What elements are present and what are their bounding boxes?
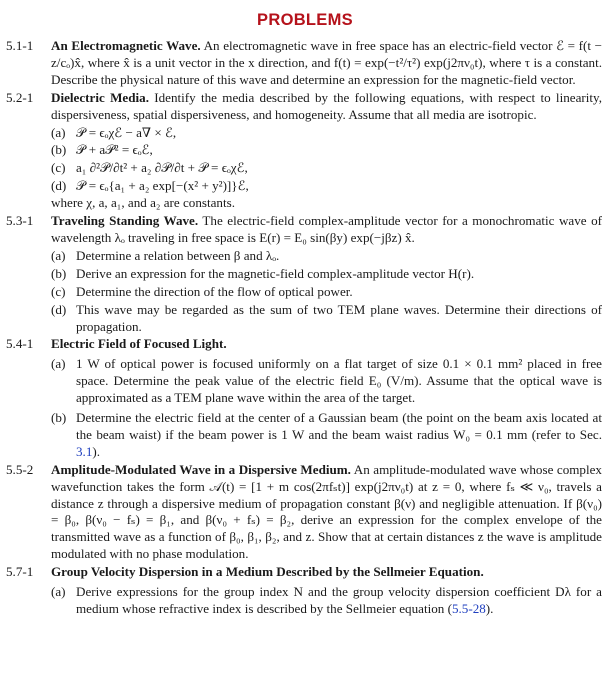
problem-5-5-2: [6, 462, 602, 563]
problem-number: 5.5-2: [6, 461, 34, 477]
part-c: [51, 284, 602, 301]
problem-body: An electromagnetic wave in free space has an electric-field vector ℰ = f(t − z/cₒ)x̂, where x̂ is a unit vector in the x direction, and f(t) = exp(−t²/τ²) exp(j2πν₀t), where τ is a constant. Describe the physical nature of this wave and determine an expression for the magnetic-field vector.: [51, 38, 602, 87]
equation-label: (a): [51, 124, 66, 140]
problem-number: 5.4-1: [6, 336, 34, 352]
part-label: (a): [51, 356, 66, 372]
part-b: [51, 410, 602, 461]
equation-label: (d): [51, 178, 67, 194]
problem-footer: where χ, a, a₁, and a₂ are constants.: [51, 195, 235, 211]
problem-number: 5.2-1: [6, 89, 34, 105]
problem-title: Group Velocity Dispersion in a Medium Described by the Sellmeier Equation.: [51, 564, 484, 580]
part-text: Determine the electric field at the center of a Gaussian beam (the point on the beam axis located at the beam waist) if the beam power is 1 W and the beam waist radius W₀ = 0.1 mm (refer to Sec.: [76, 410, 602, 442]
problem-title: Amplitude-Modulated Wave in a Dispersive Medium.: [51, 461, 351, 477]
equation-a: [51, 125, 602, 142]
part-text: This wave may be regarded as the sum of two TEM plane waves. Determine their directions of propagation.: [76, 301, 602, 334]
problem-text: [51, 90, 602, 124]
part-label: (b): [51, 265, 67, 281]
part-label: (c): [51, 283, 66, 299]
problem-5-2-1: [6, 90, 602, 212]
problem-text: [51, 336, 602, 353]
part-text: Derive an expression for the magnetic-field complex-amplitude vector H(r).: [76, 265, 475, 281]
part-text-end: ).: [92, 443, 101, 459]
problem-text: [51, 462, 602, 563]
part-d: [51, 302, 602, 336]
problem-body: An amplitude-modulated wave whose complex wavefunction takes the form 𝒜(t) = [1 + m cos(2πfₛt)] exp(j2πν₀t) at z = 0, where fₛ ≪ ν₀, travels a distance z through a dispersive medium of propagation constant β(ν) and negligible attenuation. If β(ν₀) = β₀, β(ν₀ − fₛ) = β₁, and β(ν₀ + fₛ) = β₂, derive an expression for the complex envelope of the transmitted wave as a function of β₀, β₁, β₂, and z. Show that at certain distances z the wave is amplitude modulated with no phase modulation.: [51, 461, 602, 562]
part-b: [51, 266, 602, 283]
problem-number: 5.7-1: [6, 564, 34, 580]
part-label: (d): [51, 301, 67, 317]
problem-list: [6, 38, 602, 619]
equation-text: 𝒫 = ϵₒ{a₁ + a₂ exp[−(x² + y²)]}ℰ,: [76, 178, 249, 194]
equation-label: (b): [51, 142, 67, 158]
part-label: (a): [51, 247, 66, 263]
part-a: [51, 356, 602, 407]
problem-title: An Electromagnetic Wave.: [51, 38, 201, 53]
problem-title: Electric Field of Focused Light.: [51, 336, 227, 352]
problem-5-7-1: [6, 564, 602, 618]
problem-title: Dielectric Media.: [51, 89, 149, 105]
problem-text: [51, 38, 602, 89]
equation-c: [51, 160, 602, 177]
part-text: Derive expressions for the group index N and the group velocity dispersion coefficient Dλ for a medium whose refractive index is described by the Sellmeier equation (: [76, 584, 602, 616]
problem-text: [51, 213, 602, 247]
equation-text: 𝒫 = ϵₒχℰ − a∇ × ℰ,: [76, 124, 177, 140]
problem-title: Traveling Standing Wave.: [51, 213, 199, 229]
section-reference-link[interactable]: 3.1: [76, 443, 93, 459]
part-text: Determine the direction of the flow of optical power.: [76, 283, 353, 299]
problem-text: [51, 564, 602, 581]
equation-text: 𝒫 + a𝒫² = ϵₒℰ,: [76, 142, 153, 158]
equation-label: (c): [51, 160, 66, 176]
equation-reference-link[interactable]: 5.5-28: [451, 601, 486, 616]
equation-b: [51, 142, 602, 159]
problem-body: The electric-field complex-amplitude vector for a monochromatic wave of wavelength λₒ traveling in free space is E(r) = E₀ sin(βy) exp(−jβz) x̂.: [51, 213, 603, 245]
problem-5-1-1: [6, 38, 602, 89]
problem-number: 5.3-1: [6, 213, 34, 229]
part-label: (a): [51, 584, 66, 600]
part-text: 1 W of optical power is focused uniformly on a flat target of size 0.1 × 0.1 mm² placed in free space. Determine the peak value of the electric field E₀ (V/m). Assume that the optical wave is approximated as a TEM plane wave within the area of the target.: [76, 356, 602, 406]
page-title: PROBLEMS: [257, 11, 353, 29]
problem-body: Identify the media described by the following equations, with respect to linearity, dispersiveness, spatial dispersiveness, and homogeneity. Assume that all media are isotropic.: [51, 89, 602, 122]
equation-text: a₁ ∂²𝒫/∂t² + a₂ ∂𝒫/∂t + 𝒫 = ϵₒχℰ,: [76, 160, 248, 176]
problem-number: 5.1-1: [6, 38, 34, 53]
problem-5-4-1: [6, 336, 602, 460]
equation-d: [51, 178, 602, 195]
part-text-end: ).: [485, 601, 494, 616]
problem-5-3-1: [6, 213, 602, 335]
part-a: [51, 248, 602, 265]
part-label: (b): [51, 410, 67, 426]
part-text: Determine a relation between β and λₒ.: [76, 247, 280, 263]
part-a: [51, 584, 602, 618]
